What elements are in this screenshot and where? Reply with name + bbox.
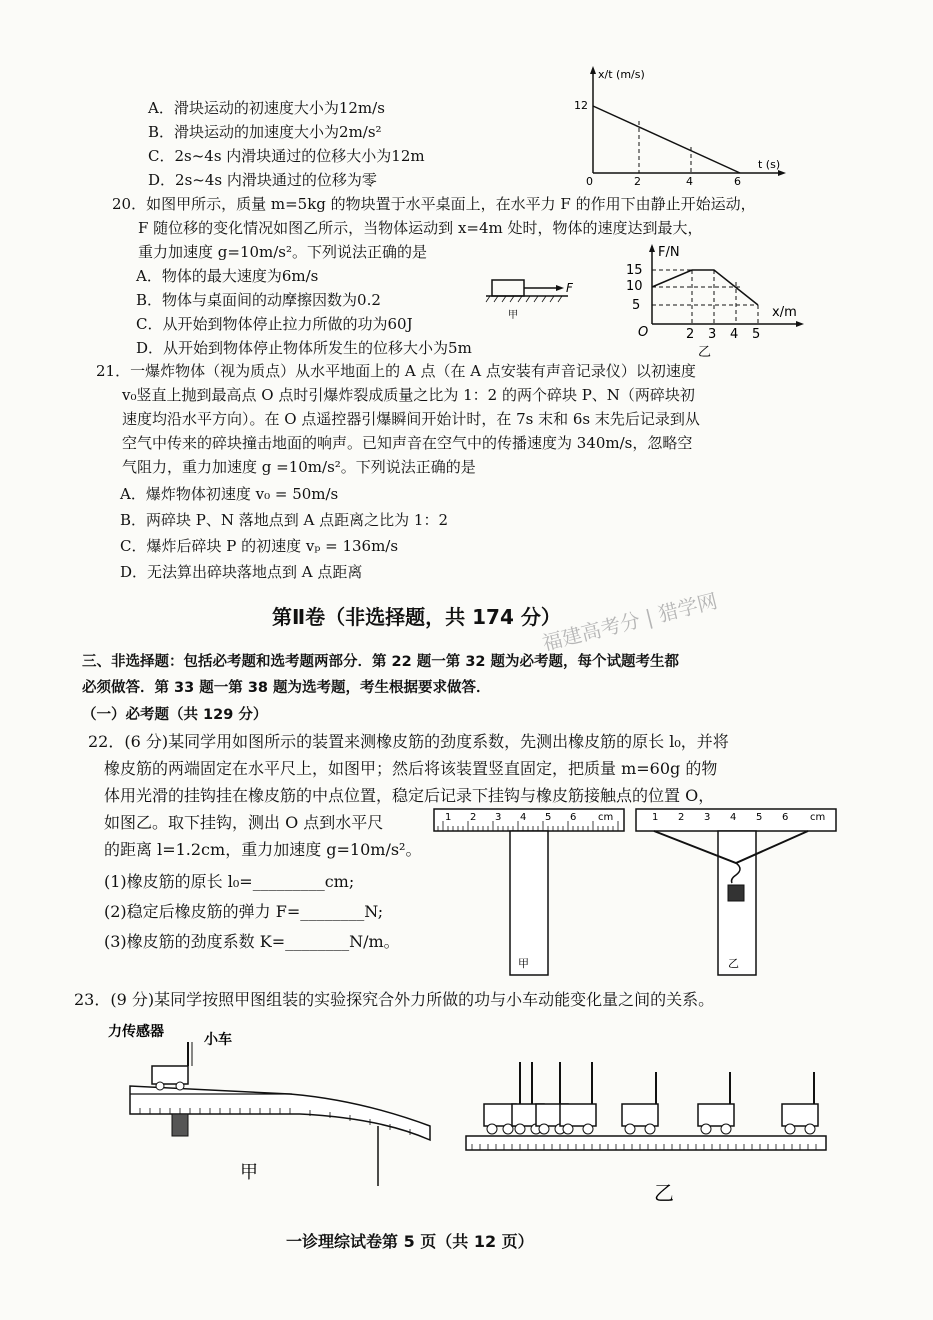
- q21-stem-2: v₀竖直上抛到最高点 O 点时引爆炸裂成质量之比为 1：2 的两个碎块 P、N（两碎块初: [122, 386, 695, 404]
- ruler-jia-6: 6: [570, 812, 577, 823]
- q20-stem-3: 重力加速度 g=10m/s²。下列说法正确的是: [138, 243, 428, 261]
- q20-xtick-3: 3: [708, 327, 717, 342]
- q23-figure-jia: [100, 1018, 450, 1198]
- q19-option-c: C．2s~4s 内滑块通过的位移大小为12m: [148, 147, 425, 165]
- q20-force-label: F: [566, 281, 573, 295]
- ruler-yi-unit: cm: [810, 812, 826, 823]
- page-footer: 一诊理综试卷第 5 页（共 12 页）: [286, 1232, 534, 1251]
- cart-1: [484, 1104, 516, 1134]
- q22-stem-4: 如图乙。取下挂钩，测出 O 点到水平尺: [104, 813, 384, 832]
- q21-option-c: C．爆炸后碎块 P 的初速度 vₚ = 136m/s: [120, 537, 399, 555]
- watermark: 福建高考分 | 猎学网: [539, 588, 720, 656]
- q22-stem-1: 22．(6 分)某同学用如图所示的装置来测橡皮筋的劲度系数，先测出橡皮筋的原长 l₀，并将: [88, 732, 729, 751]
- q22-sub-2: (2)稳定后橡皮筋的弹力 F=________N;: [104, 902, 384, 921]
- q22-stem-5: 的距离 l=1.2cm，重力加速度 g=10m/s²。: [104, 840, 422, 859]
- q20-ytick-5: 5: [632, 298, 641, 313]
- q21-option-b: B．两碎块 P、N 落地点到 A 点距离之比为 1：2: [120, 511, 449, 529]
- q23-caption-jia: 甲: [240, 1162, 258, 1183]
- q22-stem-2: 橡皮筋的两端固定在水平尺上，如图甲；然后将该装置竖直固定，把质量 m=60g 的物: [104, 759, 718, 778]
- q19-xt-graph: [560, 58, 790, 188]
- q22-caption-yi: 乙: [728, 957, 739, 970]
- q22-sub-1: (1)橡皮筋的原长 l₀=_________cm;: [104, 872, 355, 891]
- q21-stem-4: 空气中传来的碎块撞击地面的响声。已知声音在空气中的传播速度为 340m/s，忽略空: [122, 434, 693, 452]
- q19-option-d: D．2s~4s 内滑块通过的位移为零: [148, 171, 377, 189]
- q20-caption-yi: 乙: [698, 345, 712, 360]
- q20-origin: O: [638, 325, 649, 340]
- part2-intro-2: 必须做答．第 33 题一第 38 题为选考题，考生根据要求做答．: [82, 680, 491, 696]
- q22-figure-jia: [430, 805, 630, 977]
- part2-intro-1: 三、非选择题：包括必考题和选考题两部分．第 22 题一第 32 题为必考题，每个试题考生都: [82, 654, 680, 670]
- q20-xtick-4: 4: [730, 327, 739, 342]
- q20-xtick-5: 5: [752, 327, 761, 342]
- ruler-yi-2: 2: [678, 812, 685, 823]
- q20-ytick-10: 10: [626, 279, 643, 294]
- q22-sub-3: (3)橡皮筋的劲度系数 K=________N/m。: [104, 932, 400, 951]
- q20-option-d: D．从开始到物体停止物体所发生的位移大小为5m: [136, 339, 472, 357]
- ruler-yi-5: 5: [756, 812, 763, 823]
- q19-graph-line: [593, 106, 740, 173]
- q22-stem-3: 体用光滑的挂钩挂在橡皮筋的中点位置，稳定后记录下挂钩与橡皮筋接触点的位置 O，: [104, 786, 715, 805]
- cart-5: [622, 1072, 658, 1134]
- q19-xtick-2: 2: [634, 175, 641, 188]
- ruler-yi-6: 6: [782, 812, 789, 823]
- q19-option-a: A．滑块运动的初速度大小为12m/s: [148, 99, 385, 117]
- q19-ytick: 12: [574, 99, 588, 112]
- q19-xtick-4: 4: [686, 175, 693, 188]
- q20-option-a: A．物体的最大速度为6m/s: [136, 267, 319, 285]
- q20-option-c: C．从开始到物体停止拉力所做的功为60J: [136, 315, 413, 333]
- q20-option-b: B．物体与桌面间的动摩擦因数为0.2: [136, 291, 381, 309]
- q19-xlabel: t (s): [758, 158, 781, 171]
- ruler-jia-1: 1: [445, 812, 452, 823]
- ruler-yi-3: 3: [704, 812, 711, 823]
- q22-figure-yi: [632, 805, 842, 977]
- q20-xlabel: x/m: [772, 305, 797, 320]
- ruler-jia-2: 2: [470, 812, 477, 823]
- q23-figure-yi: [460, 1058, 832, 1208]
- cart-6: [698, 1072, 734, 1134]
- q19-xtick-0: 0: [586, 175, 593, 188]
- q20-xtick-2: 2: [686, 327, 695, 342]
- q20-ylabel: F/N: [658, 245, 680, 260]
- q20-caption-jia: 甲: [508, 310, 518, 321]
- q20-stem-2: F 随位移的变化情况如图乙所示，当物体运动到 x=4m 处时，物体的速度达到最大，: [138, 219, 703, 237]
- part2-title: 第Ⅱ卷（非选择题，共 174 分）: [272, 605, 561, 629]
- q21-stem-3: 速度均沿水平方向）。在 O 点遥控器引爆瞬间开始计时，在 7s 末和 6s 末先后记录到从: [122, 410, 700, 428]
- cart-4: [560, 1062, 596, 1134]
- q19-option-b: B．滑块运动的加速度大小为2m/s²: [148, 123, 382, 141]
- ruler-yi-1: 1: [652, 812, 659, 823]
- q20-stem-1: 20．如图甲所示，质量 m=5kg 的物块置于水平桌面上，在水平力 F 的作用下由静止开始运动，: [112, 195, 756, 213]
- ruler-jia-3: 3: [495, 812, 502, 823]
- q21-stem-5: 气阻力，重力加速度 g =10m/s²。下列说法正确的是: [122, 458, 476, 476]
- q21-stem-1: 21．一爆炸物体（视为质点）从水平地面上的 A 点（在 A 点安装有声音记录仪）以初速度: [96, 362, 696, 380]
- q23-caption-yi: 乙: [654, 1181, 674, 1205]
- q19-xtick-6: 6: [734, 175, 741, 188]
- section-required: （一）必考题（共 129 分）: [82, 707, 268, 723]
- ruler-jia-4: 4: [520, 812, 527, 823]
- label-cart: 小车: [204, 1032, 232, 1048]
- ruler-jia-5: 5: [545, 812, 552, 823]
- label-force-sensor: 力传感器: [108, 1024, 164, 1040]
- ruler-yi-4: 4: [730, 812, 737, 823]
- q19-ylabel: x/t (m/s): [598, 68, 645, 81]
- cart-7: [782, 1072, 818, 1134]
- q23-stem: 23．(9 分)某同学按照甲图组装的实验探究合外力所做的功与小车动能变化量之间的关系。: [74, 990, 715, 1009]
- q21-option-a: A．爆炸物体初速度 v₀ = 50m/s: [120, 485, 339, 503]
- q22-caption-jia: 甲: [518, 957, 529, 970]
- q21-option-d: D．无法算出碎块落地点到 A 点距离: [120, 563, 363, 581]
- q20-ytick-15: 15: [626, 263, 643, 278]
- q20-fx-graph: [620, 242, 810, 360]
- ruler-jia-unit: cm: [598, 812, 614, 823]
- q20-block-figure: [482, 272, 582, 322]
